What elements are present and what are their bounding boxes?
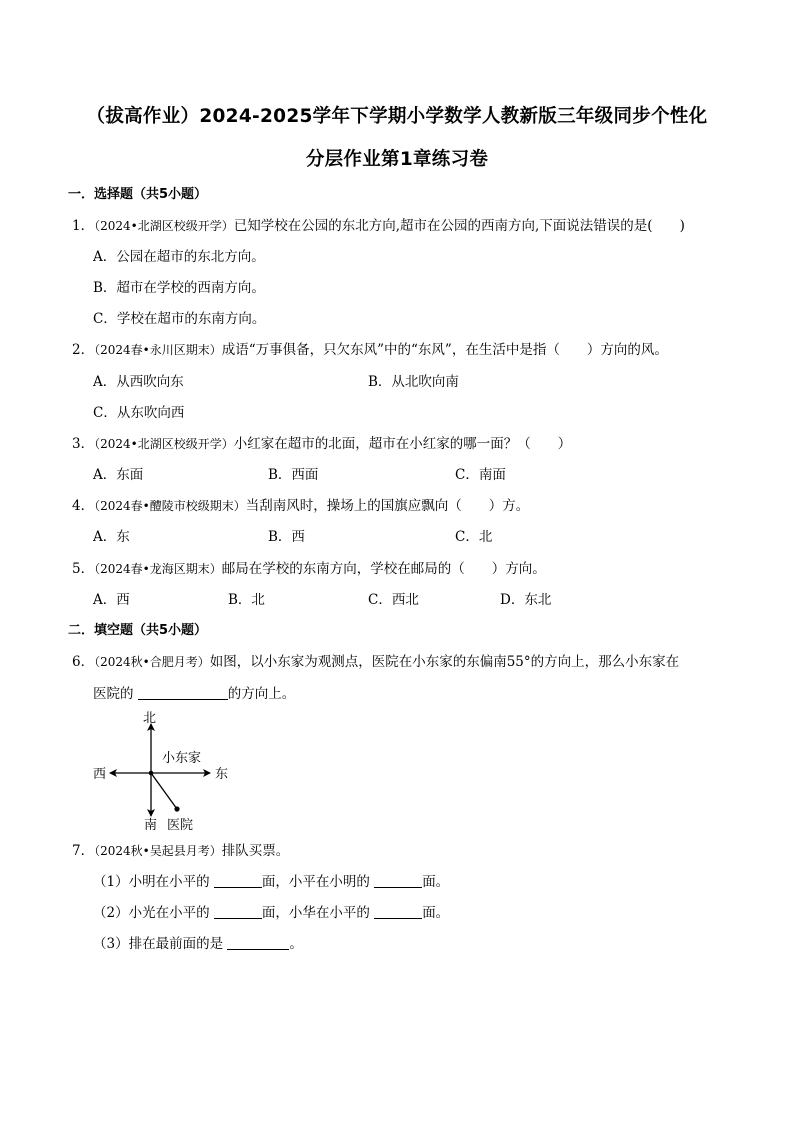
option-a: A．从西吹向东 [93, 374, 184, 390]
question-7-part-2 [93, 904, 449, 922]
question-source: （2024春•醴陵市校级期末） [94, 499, 246, 513]
direction-diagram [88, 703, 248, 833]
question-6-line2 [93, 685, 295, 703]
question-stem: 排队买票。 [221, 843, 290, 859]
question-number: 3． [72, 436, 95, 452]
option-c: C．从东吹向西 [93, 405, 185, 421]
question-7-part-1 [93, 873, 449, 891]
option-c: C．西北 [368, 592, 419, 608]
answer-blank[interactable] [138, 685, 228, 700]
option-b: B．西面 [268, 467, 319, 483]
question-stem: 小红家在超市的北面，超市在小红家的哪一面？（ ） [233, 436, 572, 452]
question-text: （3）排在最前面的是 [93, 936, 224, 952]
question-4 [72, 497, 529, 515]
answer-blank[interactable] [227, 935, 289, 950]
answer-blank[interactable] [214, 904, 262, 919]
question-number: 2． [72, 342, 95, 358]
section-heading-choice: 一．选择题（共5小题） [68, 187, 208, 202]
question-text: 面，小华在小平的 [261, 905, 370, 921]
answer-blank[interactable] [374, 904, 422, 919]
question-text: 的方向上。 [227, 686, 296, 702]
south-label: 南 [144, 818, 158, 833]
question-2 [72, 341, 668, 359]
home-point [149, 771, 154, 776]
question-stem: 如图，以小东家为观测点，医院在小东家的东偏南55°的方向上，那么小东家在 [209, 654, 680, 670]
question-source: （2024•北湖区校级开学） [94, 219, 234, 233]
option-d: D．东北 [500, 592, 552, 608]
question-number: 7． [72, 843, 95, 859]
option-b: B．北 [228, 592, 265, 608]
option-b: B．西 [268, 529, 305, 545]
question-source: （2024春•永川区期末） [94, 343, 222, 357]
question-number: 4． [72, 498, 95, 514]
question-1 [72, 217, 685, 235]
question-source: （2024春•龙海区期末） [94, 562, 222, 576]
answer-blank[interactable] [374, 873, 422, 888]
question-stem: 已知学校在公园的东北方向,超市在公园的西南方向,下面说法错误的是( ) [233, 218, 685, 234]
question-stem: 成语“万事俱备，只欠东风”中的“东风”，在生活中是指（ ）方向的风。 [221, 342, 668, 358]
hospital-point [174, 806, 179, 811]
question-number: 6． [72, 654, 95, 670]
option-c: C．学校在超市的东南方向。 [93, 311, 266, 327]
question-text: （2）小光在小平的 [93, 905, 210, 921]
question-text: 。 [289, 936, 303, 952]
page-title: （拔高作业）2024-2025学年下学期小学数学人教新版三年级同步个性化 [86, 106, 708, 127]
option-a: A．西 [93, 592, 130, 608]
answer-blank[interactable] [214, 873, 262, 888]
option-a: A．东 [93, 529, 130, 545]
question-number: 1． [72, 218, 95, 234]
hospital-ray [151, 773, 177, 809]
question-7-part-3 [93, 935, 303, 953]
question-text: （1）小明在小平的 [93, 874, 210, 890]
home-label: 小东家 [162, 751, 202, 766]
question-6 [72, 653, 679, 671]
option-a: A．公园在超市的东北方向。 [93, 249, 265, 265]
question-stem: 邮局在学校的东南方向，学校在邮局的（ ）方向。 [221, 561, 546, 577]
north-label: 北 [143, 711, 157, 726]
question-text: 面，小平在小明的 [261, 874, 370, 890]
question-text: 医院的 [93, 686, 134, 702]
question-stem: 当刮南风时，操场上的国旗应飘向（ ）方。 [245, 498, 530, 514]
question-source: （2024•北湖区校级开学） [94, 437, 234, 451]
east-label: 东 [215, 767, 229, 782]
option-b: B．从北吹向南 [368, 374, 459, 390]
option-c: C．南面 [455, 467, 506, 483]
question-5 [72, 560, 546, 578]
question-7 [72, 842, 289, 860]
question-source: （2024秋•合肥月考） [94, 655, 210, 669]
page-title-line2: 分层作业第1章练习卷 [305, 149, 489, 170]
option-a: A．东面 [93, 467, 144, 483]
option-c: C．北 [455, 529, 493, 545]
question-text: 面。 [422, 905, 450, 921]
question-3 [72, 435, 571, 453]
hospital-label: 医院 [167, 818, 194, 833]
question-source: （2024秋•吴起县月考） [94, 844, 222, 858]
west-label: 西 [93, 767, 107, 782]
option-b: B．超市在学校的西南方向。 [93, 280, 265, 296]
section-heading-fill: 二．填空题（共5小题） [68, 623, 208, 638]
question-number: 5． [72, 561, 95, 577]
question-text: 面。 [422, 874, 450, 890]
